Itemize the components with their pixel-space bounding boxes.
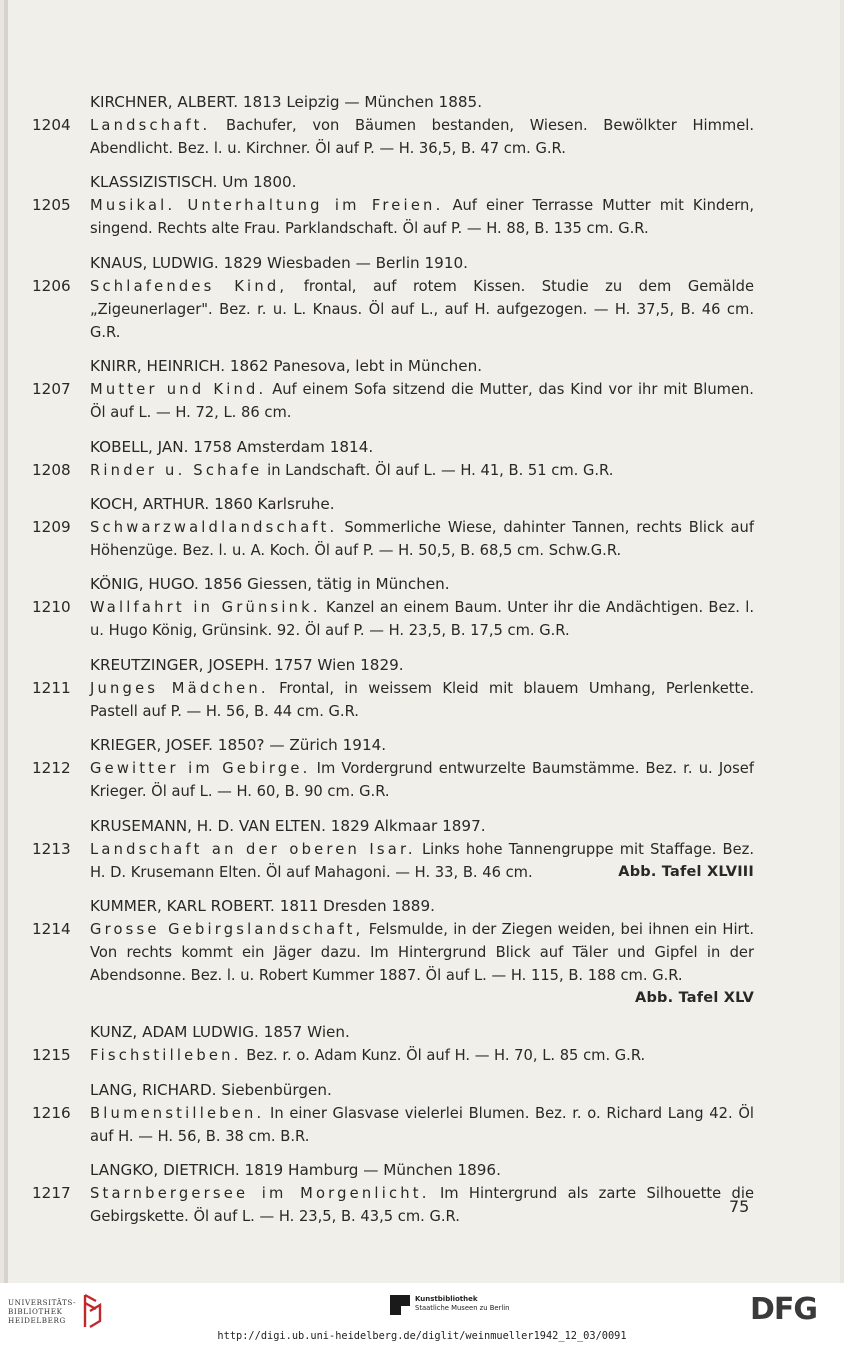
catalog-entry (32, 654, 754, 723)
lot-number: 1204 (32, 116, 71, 134)
lot-description-block (90, 114, 754, 160)
lot-item (32, 516, 754, 562)
catalog-entry (32, 734, 754, 803)
artist-heading: KUMMER, KARL ROBERT. 1811 Dresden 1889. (90, 896, 435, 915)
artist-heading: KLASSIZISTISCH. Um 1800. (90, 173, 297, 192)
lot-number: 1212 (32, 759, 71, 778)
plate-reference: Abb. Tafel XLV (635, 989, 754, 1006)
artwork-title: Junges Mädchen. (90, 679, 269, 697)
source-url[interactable]: http://digi.ub.uni-heidelberg.de/diglit/weinmueller1942_12_03/0091 (217, 1330, 627, 1342)
artwork-title: Rinder u. Schafe (90, 461, 263, 479)
artwork-title: Grosse Gebirgslandschaft, (90, 920, 364, 938)
lot-description-block (90, 275, 754, 344)
artwork-description: Kanzel an einem Baum. Unter ihr die Andächtigen. Bez. l. u. Hugo König, Grünsink. 92. Öl auf P. — H. 23,5, B. 17,5 cm. G.R. (90, 599, 754, 640)
artwork-description: Auf einem Sofa sitzend die Mutter, das Kind vor ihr mit Blumen. Öl auf L. — H. 72, L. 86 cm. (90, 381, 754, 422)
artist-heading: LANG, RICHARD. Siebenbürgen. (90, 1080, 332, 1099)
lot-item (32, 1044, 754, 1067)
lot-description-block (90, 918, 754, 1010)
artwork-title: Mutter und Kind. (90, 381, 267, 399)
lot-item (32, 596, 754, 642)
lot-item (32, 918, 754, 1010)
lot-number: 1205 (32, 196, 71, 215)
catalog-entry (32, 573, 754, 642)
catalog-entry (32, 436, 754, 482)
artist-heading: KOCH, ARTHUR. 1860 Karlsruhe. (90, 494, 335, 513)
artwork-description: Sommerliche Wiese, dahinter Tannen, rechts Blick auf Höhenzüge. Bez. l. u. A. Koch. Öl auf P. — H. 50,5, B. 68,5 cm. Schw.G.R. (90, 518, 755, 559)
artwork-title: Gewitter im Gebirge. (90, 760, 311, 778)
artist-heading: KÖNIG, HUGO. 1856 Giessen, tätig in München. (90, 575, 450, 594)
catalog-entry (32, 1079, 754, 1148)
artwork-description: Auf einer Terrasse Mutter mit Kindern, singend. Rechts alte Frau. Parklandschaft. Öl auf P. — H. 88, B. 135 cm. G.R. (90, 197, 754, 238)
artwork-description: frontal, auf rotem Kissen. Studie zu dem Gemälde „Zigeunerlager". Bez. r. u. L. Knaus. Öl auf L., auf H. aufgezogen. — H. 37,5, B. 46 cm. G.R. (90, 277, 755, 341)
catalog-entries (32, 91, 754, 1239)
artist-heading: KOBELL, JAN. 1758 Amsterdam 1814. (90, 437, 374, 456)
lot-number: 1215 (32, 1046, 71, 1065)
artist-heading: KNAUS, LUDWIG. 1829 Wiesbaden — Berlin 1910. (90, 253, 468, 272)
catalog-entry (32, 895, 754, 1010)
lot-number: 1217 (32, 1184, 71, 1203)
lot-description-block (90, 677, 754, 723)
lot-number: 1210 (32, 598, 71, 617)
artwork-description: Bez. r. o. Adam Kunz. Öl auf H. — H. 70, L. 85 cm. G.R. (246, 1047, 646, 1065)
lot-item (32, 459, 754, 482)
artwork-description: Frontal, in weissem Kleid mit blauem Umhang, Perlenkette. Pastell auf P. — H. 56, B. 44 cm. G.R. (90, 679, 755, 720)
catalog-entry (32, 815, 754, 884)
lot-item (32, 838, 754, 884)
catalog-entry (32, 1159, 754, 1228)
artist-heading: KUNZ, ADAM LUDWIG. 1857 Wien. (90, 1023, 350, 1042)
artwork-title: Schlafendes Kind, (90, 277, 288, 295)
lot-description-block (90, 838, 754, 884)
plate-reference: Abb. Tafel XLVIII (618, 863, 754, 880)
artist-heading: KNIRR, HEINRICH. 1862 Panesova, lebt in München. (90, 357, 483, 376)
university-library-logo[interactable] (8, 1293, 104, 1329)
artwork-title: Wallfahrt in Grünsink. (90, 599, 321, 617)
lot-item (32, 1102, 754, 1148)
artist-heading: KIRCHNER, ALBERT. 1813 Leipzig — München 1885. (90, 93, 483, 111)
university-seal-icon (82, 1293, 104, 1329)
artist-heading: KRIEGER, JOSEF. 1850? — Zürich 1914. (90, 736, 387, 755)
artist-heading: KRUSEMANN, H. D. VAN ELTEN. 1829 Alkmaar 1897. (90, 816, 486, 835)
artwork-title: Starnbergersee im Morgenlicht. (90, 1185, 430, 1203)
artwork-description: Bachufer, von Bäumen bestanden, Wiesen. Bewölkter Himmel. Abendlicht. Bez. l. u. Kirchner. Öl auf P. — H. 36,5, B. 47 cm. G.R. (90, 117, 754, 157)
kunstbibliothek-mark-icon (390, 1295, 410, 1315)
catalog-entry (32, 91, 754, 160)
lot-description-block (90, 1102, 754, 1148)
lot-item (32, 677, 754, 723)
kunstbibliothek-subtitle: Staatliche Museen zu Berlin (415, 1304, 510, 1312)
lot-description-block (90, 194, 754, 240)
lot-item (32, 194, 754, 240)
lot-number: 1211 (32, 678, 71, 697)
catalog-entry (32, 493, 754, 562)
lot-description-block (90, 1044, 754, 1067)
lot-item (32, 275, 754, 344)
lot-number: 1208 (32, 460, 71, 479)
lot-number: 1206 (32, 276, 71, 295)
artwork-title: Schwarzwaldlandschaft. (90, 518, 338, 536)
footer-bar (0, 1283, 844, 1345)
catalog-entry (32, 252, 754, 344)
lot-number: 1209 (32, 517, 71, 536)
kunstbibliothek-name: Kunstbibliothek (415, 1295, 478, 1303)
artwork-title: Landschaft an der oberen Isar. (90, 840, 416, 858)
page-number: 75 (729, 1197, 750, 1216)
lot-description-block (90, 757, 754, 803)
artwork-description: Im Hintergrund als zarte Silhouette die Gebirgskette. Öl auf L. — H. 23,5, B. 43,5 cm. G.R. (90, 1185, 754, 1226)
lot-item (32, 1182, 754, 1228)
artwork-title: Blumenstilleben. (90, 1104, 265, 1122)
lot-item (32, 757, 754, 803)
lot-description-block (90, 378, 754, 424)
artwork-description: Links hohe Tannengruppe mit Staffage. Bez. H. D. Krusemann Elten. Öl auf Mahagoni. — H. 33, B. 46 cm. (90, 840, 755, 881)
lot-item (32, 114, 754, 160)
lot-number: 1207 (32, 380, 71, 399)
lot-item (32, 378, 754, 424)
lot-description-block (90, 516, 754, 562)
dfg-logo[interactable]: DFG (750, 1292, 818, 1327)
artist-heading: KREUTZINGER, JOSEPH. 1757 Wien 1829. (90, 655, 404, 674)
artist-heading: LANGKO, DIETRICH. 1819 Hamburg — München 1896. (90, 1161, 501, 1180)
lot-description-block (90, 1182, 754, 1228)
artwork-title: Fischstilleben. (90, 1047, 242, 1065)
artwork-description: In einer Glasvase vielerlei Blumen. Bez. r. o. Richard Lang 42. Öl auf H. — H. 56, B. 38 cm. B.R. (90, 1104, 754, 1145)
kunstbibliothek-logo[interactable] (390, 1295, 509, 1315)
artwork-title: Musikal. Unterhaltung im Freien. (90, 197, 444, 215)
catalog-entry (32, 171, 754, 240)
university-library-name: UNIVERSITÄTS- BIBLIOTHEK HEIDELBERG (8, 1297, 77, 1325)
catalog-entry (32, 1021, 754, 1067)
artwork-description: Im Vordergrund entwurzelte Baumstämme. Bez. r. u. Josef Krieger. Öl auf L. — H. 60, B. 90 cm. G.R. (90, 760, 755, 801)
lot-number: 1214 (32, 919, 71, 938)
catalog-page (4, 0, 840, 1283)
catalog-entry (32, 355, 754, 424)
lot-description-block (90, 596, 754, 642)
lot-number: 1213 (32, 839, 71, 858)
lot-description-block (90, 459, 754, 482)
artwork-title: Landschaft. (90, 117, 211, 134)
artwork-description: Felsmulde, in der Ziegen weiden, bei ihnen ein Hirt. Von rechts kommt ein Jäger dazu. Im Hintergrund Blick auf Täler und Gipfel in der Abendsonne. Bez. l. u. Robert Kummer 1887. Öl auf L. — H. 115, B. 188 cm. G.R. (90, 920, 754, 984)
lot-number: 1216 (32, 1103, 71, 1122)
artwork-description: in Landschaft. Öl auf L. — H. 41, B. 51 cm. G.R. (267, 461, 614, 479)
